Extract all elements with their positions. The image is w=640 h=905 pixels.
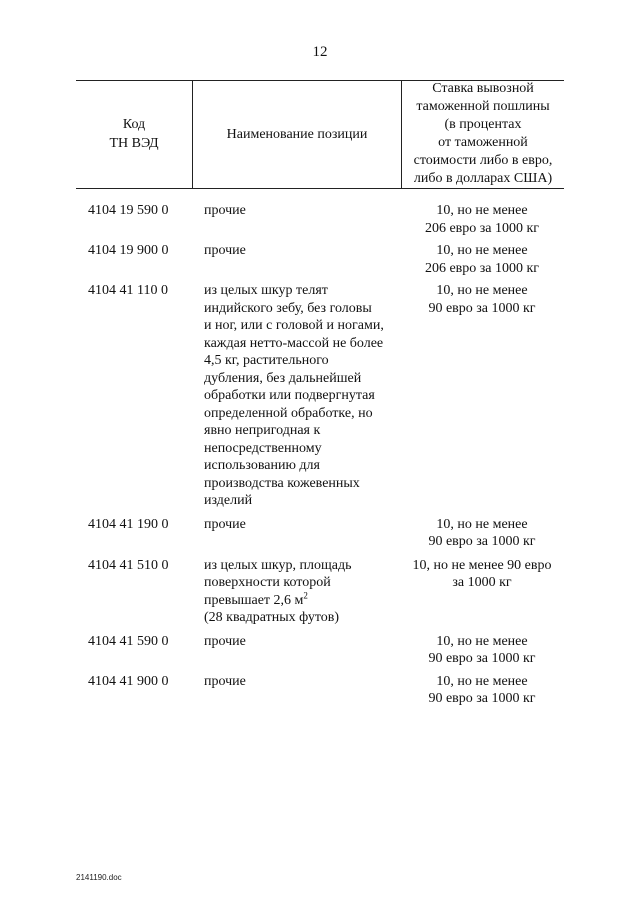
row-name: прочие — [204, 633, 246, 649]
row-code: 4104 41 900 0 — [88, 673, 169, 689]
row-code: 4104 19 590 0 — [88, 203, 169, 218]
page-number: 12 — [312, 44, 328, 60]
row-rate: 10, но не менее 90 евро за 1000 кг — [428, 673, 536, 706]
row-rate: 10, но не менее 206 евро за 1000 кг — [424, 243, 540, 276]
row-code: 4104 41 110 0 — [88, 283, 168, 298]
header-rate — [402, 80, 564, 188]
table-row — [76, 633, 564, 668]
row-rate: 10, но не менее 90 евро за 1000 кг — [428, 633, 536, 666]
row-name: прочие — [204, 516, 246, 532]
row-rate: 10, но не менее 206 евро за 1000 кг — [424, 203, 540, 236]
header-rate-line: от таможенной — [438, 135, 528, 150]
tariff-table-body — [76, 202, 564, 708]
header-rate-line: либо в долларах США) — [413, 171, 553, 186]
header-rate-line: Ставка вывозной — [432, 81, 534, 96]
header-code-line1: Код — [122, 117, 146, 132]
row-name: прочие — [204, 243, 246, 258]
row-rate: 10, но не менее 90 евро за 1000 кг — [428, 516, 536, 549]
row-name — [192, 557, 400, 627]
header-rate-line: стоимости либо в евро, — [413, 153, 553, 168]
row-rate: 10, но не менее 90 евро за 1000 кг — [428, 283, 536, 316]
table-row — [76, 282, 564, 510]
header-code-line2: ТН ВЭД — [109, 136, 159, 151]
header-rate-line: таможенной пошлины — [416, 99, 550, 114]
row-code: 4104 19 900 0 — [88, 243, 169, 258]
header-name: Наименование позиции — [226, 126, 368, 142]
row-code: 4104 41 510 0 — [88, 557, 169, 573]
row-rate: 10, но не менее 90 евро за 1000 кг — [412, 557, 552, 590]
row-name: прочие — [204, 203, 246, 218]
table-row — [76, 202, 564, 237]
header-code — [76, 80, 192, 188]
row-code: 4104 41 190 0 — [88, 516, 169, 532]
row-name-text: (28 квадратных футов) — [204, 610, 340, 625]
document-filename-footer: 2141190.doc — [76, 873, 122, 882]
row-code: 4104 41 590 0 — [88, 633, 169, 649]
row-name-text: из целых шкур, площадь поверхности которой превышает 2,6 м — [204, 557, 352, 608]
table-row — [76, 673, 564, 708]
table-row — [76, 516, 564, 551]
table-header-bottom-rule — [76, 188, 564, 189]
row-name: прочие — [204, 673, 246, 689]
table-row — [76, 557, 564, 627]
superscript-exponent: 2 — [303, 589, 308, 600]
table-row — [76, 242, 564, 277]
row-name: из целых шкур телят индийского зебу, без головы и ног, или с головой и ногами, каждая нетто-массой не более 4,5 кг, растительного дубления, без дальнейшей обработки или подвергнутая определенной обработке, но явно непригодная к непосредственному использованию для производства кожевенных изделий — [204, 283, 384, 508]
header-rate-line: (в процентах — [444, 117, 522, 132]
